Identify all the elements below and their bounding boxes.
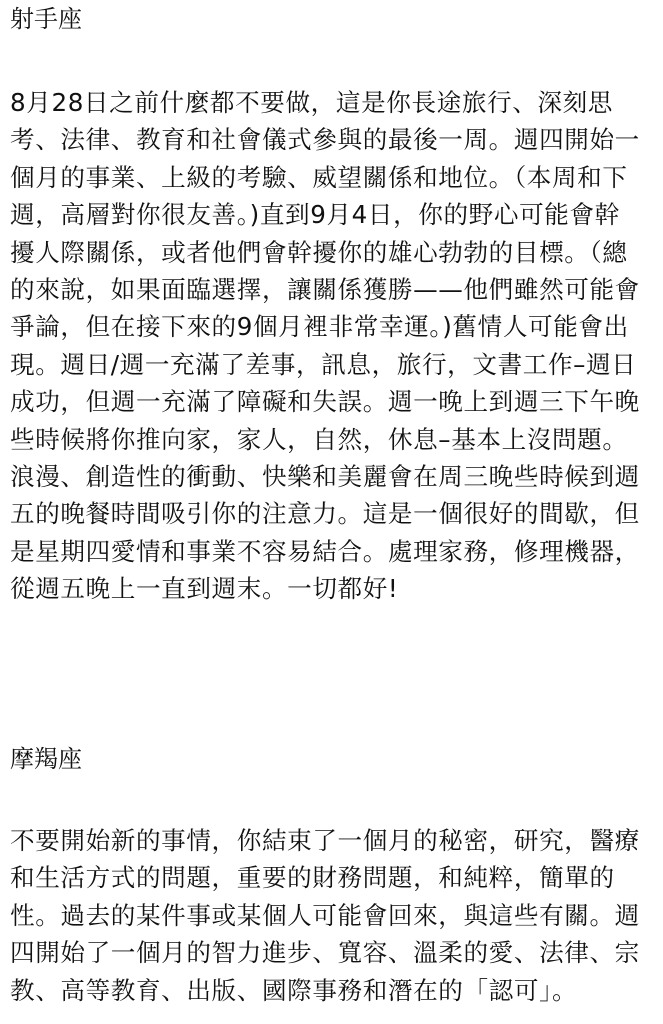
text-line: 些時候將你推向家，家人，自然，休息–基本上沒問題。 <box>10 424 628 454</box>
section-body-capricorn <box>10 822 658 1009</box>
text-line: 四開始了一個月的智力進步、寬容、溫柔的愛、法律、宗 <box>10 938 640 968</box>
text-line: 是星期四愛情和事業不容易結合。處理家務，修理機器， <box>10 536 640 566</box>
section-body-sagittarius <box>10 84 658 607</box>
text-line: 8月28日之前什麼都不要做，這是你長途旅行、深刻思 <box>10 88 614 117</box>
text-line: 五的晚餐時間吸引你的注意力。這是一個很好的間歇，但 <box>10 499 640 529</box>
text-line: 爭論，但在接下來的9個月裡非常幸運。)舊情人可能會出 <box>10 312 629 342</box>
text-line: 教、高等教育、出版、國際事務和潛在的「認可」。 <box>10 975 578 1005</box>
text-line: 考、法律、教育和社會儀式參與的最後一周。週四開始一 <box>10 125 640 155</box>
text-line: 的來說，如果面臨選擇，讓關係獲勝——他們雖然可能會 <box>10 274 640 304</box>
text-line: 週，高層對你很友善。)直到9月4日，你的野心可能會幹 <box>10 200 620 230</box>
text-line: 性。過去的某件事或某個人可能會回來，與這些有關。週 <box>10 900 640 930</box>
text-line: 成功，但週一充滿了障礙和失誤。週一晚上到週三下午晚 <box>10 387 640 417</box>
text-line: 擾人際關係，或者他們會幹擾你的雄心勃勃的目標。（總 <box>10 237 628 267</box>
text-line: 和生活方式的問題，重要的財務問題，和純粹，簡單的 <box>10 863 615 893</box>
text-line: 不要開始新的事情，你結束了一個月的秘密，研究，醫療 <box>10 826 640 855</box>
text-line: 從週五晚上一直到週末。一切都好! <box>10 574 399 604</box>
section-title-capricorn: 摩羯座 <box>10 745 82 773</box>
section-title-sagittarius: 射手座 <box>10 5 82 33</box>
text-line: 浪漫、創造性的衝動、快樂和美麗會在周三晚些時候到週 <box>10 461 640 491</box>
text-line: 個月的事業、上級的考驗、威望關係和地位。（本周和下 <box>10 162 628 192</box>
text-line: 現。週日/週一充滿了差事，訊息，旅行，文書工作–週日 <box>10 349 637 379</box>
